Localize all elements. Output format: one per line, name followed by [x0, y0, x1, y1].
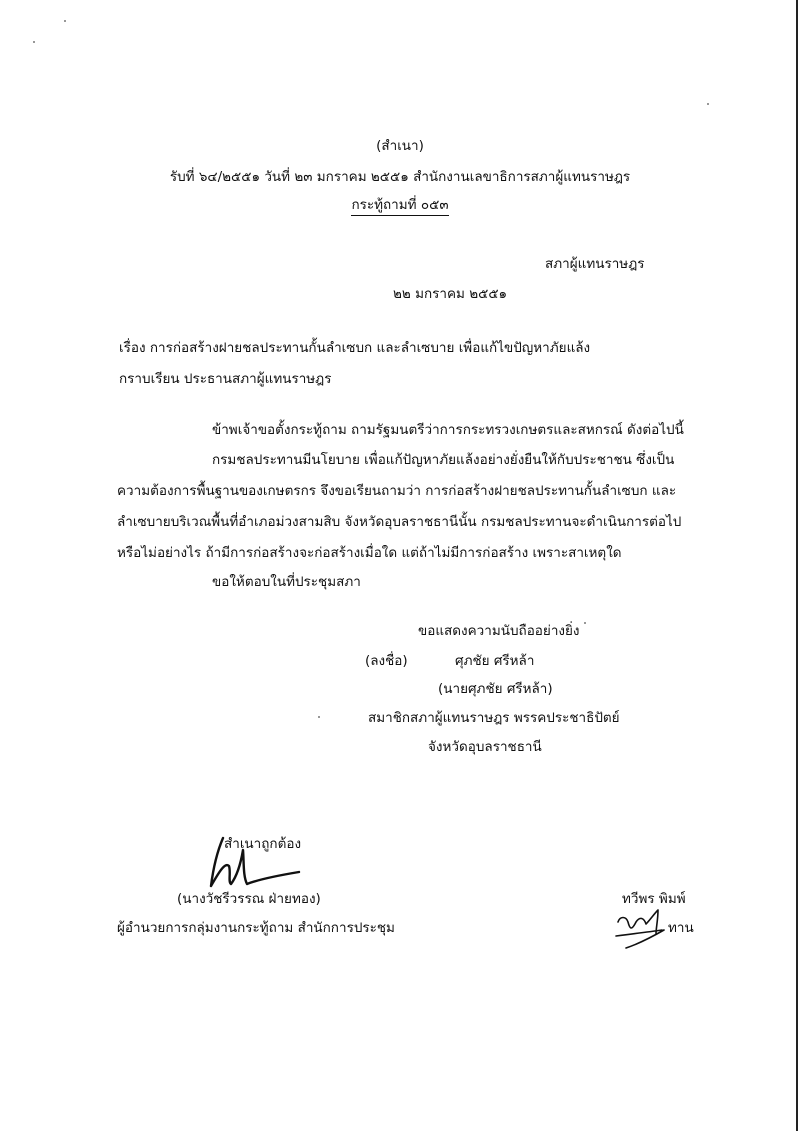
checker-initials [612, 906, 674, 952]
body-line: ความต้องการพื้นฐานของเกษตรกร จึงขอเรียนถามว่า การก่อสร้างฝายชลประทานกั้นลำเซบก และ [117, 483, 677, 499]
certifier-signature [195, 832, 315, 892]
scan-speck [318, 716, 320, 718]
scan-speck [33, 41, 35, 43]
body-line: กรมชลประทานมีนโยบาย เพื่อแก้ปัญหาภัยแล้งอย่างยั่งยืนให้กับประชาชน ซึ่งเป็น [212, 452, 675, 468]
scan-speck [64, 20, 66, 22]
scan-edge-line [796, 0, 798, 1131]
question-number: กระทู้ถามที่ ๐๕๓ [351, 197, 448, 216]
scan-speck [707, 103, 709, 105]
scan-speck [584, 622, 586, 624]
closing-respect: ขอแสดงความนับถืออย่างยิ่ง [418, 623, 580, 639]
signer-province: จังหวัดอุบลราชธานี [428, 739, 542, 755]
body-line: ขอให้ตอบในที่ประชุมสภา [212, 574, 361, 590]
body-line: ลำเซบายบริเวณพื้นที่อำเภอม่วงสามสิบ จังหวัดอุบลราชธานีนั้น กรมชลประทานจะดำเนินการต่อไป [117, 514, 682, 530]
checker-label: ทาน [668, 920, 694, 936]
question-number-wrap [0, 199, 800, 213]
received-line: รับที่ ๖๔/๒๕๕๑ วันที่ ๒๓ มกราคม ๒๕๕๑ สำนักงานเลขาธิการสภาผู้แทนราษฎร [169, 169, 631, 185]
body-line: ข้าพเจ้าขอตั้งกระทู้ถาม ถามรัฐมนตรีว่าการกระทรวงเกษตรและสหกรณ์ ดังต่อไปนี้ [212, 422, 684, 438]
copy-label: (สำเนา) [376, 138, 424, 154]
organization-name: สภาผู้แทนราษฎร [545, 256, 645, 272]
certifier-name: (นางวัชรีวรรณ ฝ่ายทอง) [177, 891, 321, 907]
signed-name: ศุภชัย ศรีหล้า [455, 653, 535, 669]
certifier-title: ผู้อำนวยการกลุ่มงานกระทู้ถาม สำนักการประชุม [117, 920, 395, 936]
certified-copy-label: สำเนาถูกต้อง [224, 836, 302, 852]
signed-label: (ลงชื่อ) [365, 653, 408, 669]
subject-line: เรื่อง การก่อสร้างฝายชลประทานกั้นลำเซบก และลำเซบาย เพื่อแก้ไขปัญหาภัยแล้ง [119, 340, 591, 356]
document-date: ๒๒ มกราคม ๒๕๕๑ [393, 286, 508, 302]
salutation: กราบเรียน ประธานสภาผู้แทนราษฎร [119, 371, 332, 387]
body-line: หรือไม่อย่างไร ถ้ามีการก่อสร้างจะก่อสร้างเมื่อใด แต่ถ้าไม่มีการก่อสร้าง เพราะสาเหตุใด [117, 545, 622, 561]
signer-position: สมาชิกสภาผู้แทนราษฎร พรรคประชาธิปัตย์ [368, 710, 620, 726]
signer-full-name: (นายศุภชัย ศรีหล้า) [438, 681, 553, 697]
typist-label: ทวีพร พิมพ์ [622, 891, 686, 907]
